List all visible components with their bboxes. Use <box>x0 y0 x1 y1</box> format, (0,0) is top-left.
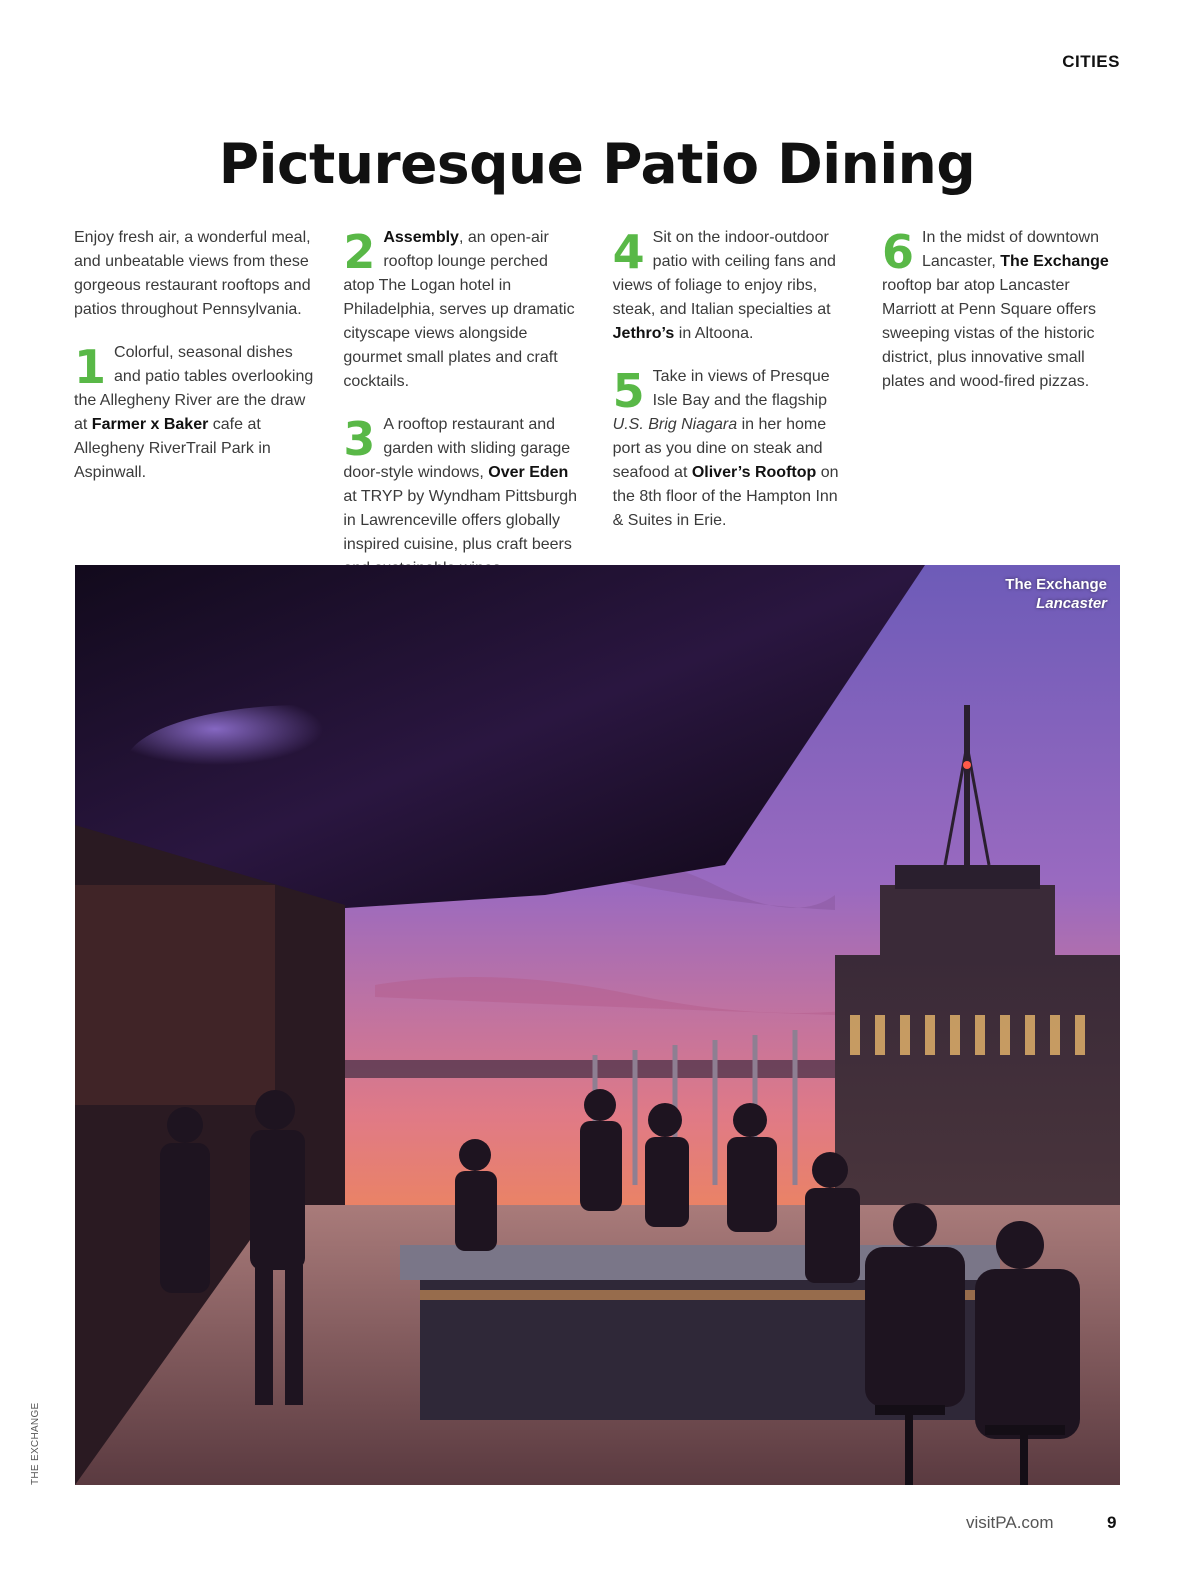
intro-paragraph: Enjoy fresh air, a wonderful meal, and unbeatable views from these gorgeous restaurant rooftops and patios throughout Pennsylvania. <box>74 229 311 318</box>
venue-name: Oliver’s Rooftop <box>691 464 817 481</box>
list-item-6: 6 In the midst of downtown Lancaster, The Exchange rooftop bar atop Lancaster Marriott at Penn Square offers sweeping vistas of the historic district, plus innovative small plates and wood-fired pizzas. <box>881 225 1109 390</box>
item-number: 5 <box>612 364 645 418</box>
rooftop-photo <box>75 565 1120 1485</box>
column-4 <box>882 226 1122 581</box>
venue-name: Jethro’s <box>612 325 675 342</box>
item-number: 3 <box>343 412 376 466</box>
list-item-1: 1 Colorful, seasonal dishes and patio tables overlooking the Allegheny River are the draw at Farmer x Baker cafe at Allegheny RiverTrail Park in Aspinwall. <box>74 340 314 481</box>
item-number: 6 <box>881 225 914 279</box>
caption-location: Lancaster <box>1036 595 1107 612</box>
section-label: CITIES <box>1062 52 1120 71</box>
caption-title: The Exchange <box>1005 576 1107 593</box>
column-1 <box>74 226 314 581</box>
footer-website: visitPA.com <box>966 1513 1054 1532</box>
rooftop-sunset-illustration <box>75 565 1120 1485</box>
photo-credit: THE EXCHANGE <box>30 1402 41 1485</box>
venue-name: Over Eden <box>488 464 569 481</box>
column-2 <box>343 226 583 581</box>
venue-name: Assembly <box>383 229 459 246</box>
list-item-2: 2 Assembly, an open-air rooftop lounge perched atop The Logan hotel in Philadelphia, serves up dramatic cityscape views alongside gourmet small plates and craft cocktails. <box>343 225 575 390</box>
venue-name: Farmer x Baker <box>91 416 209 433</box>
item-number: 4 <box>612 225 645 279</box>
list-item-3: 3 A rooftop restaurant and garden with sliding garage door-style windows, Over Eden at TRYP by Wyndham Pittsburgh in Lawrenceville offers globally inspired cuisine, plus craft beers <box>343 412 578 553</box>
page-title: Picturesque Patio Dining <box>218 132 976 196</box>
venue-name: The Exchange <box>1000 253 1109 270</box>
list-item-5: 5 Take in views of Presque Isle Bay and the flagship U.S. Brig Niagara in her home port as you dine on steak and seafood at Oliver’s Rooftop on the 8th floor of the Hampton Inn & Suites in Erie. <box>612 364 839 529</box>
photo-caption <box>1005 575 1107 613</box>
ship-name: U.S. Brig Niagara <box>612 416 738 433</box>
item-number: 1 <box>74 340 107 394</box>
column-3 <box>613 226 853 581</box>
item-number: 2 <box>343 225 376 279</box>
article-columns <box>74 226 1122 581</box>
page-number: 9 <box>1107 1513 1117 1532</box>
list-item-4: 4 Sit on the indoor-outdoor patio with ceiling fans and views of foliage to enjoy ribs, steak, and Italian specialties at Jethro’s in Altoona. <box>612 225 836 342</box>
